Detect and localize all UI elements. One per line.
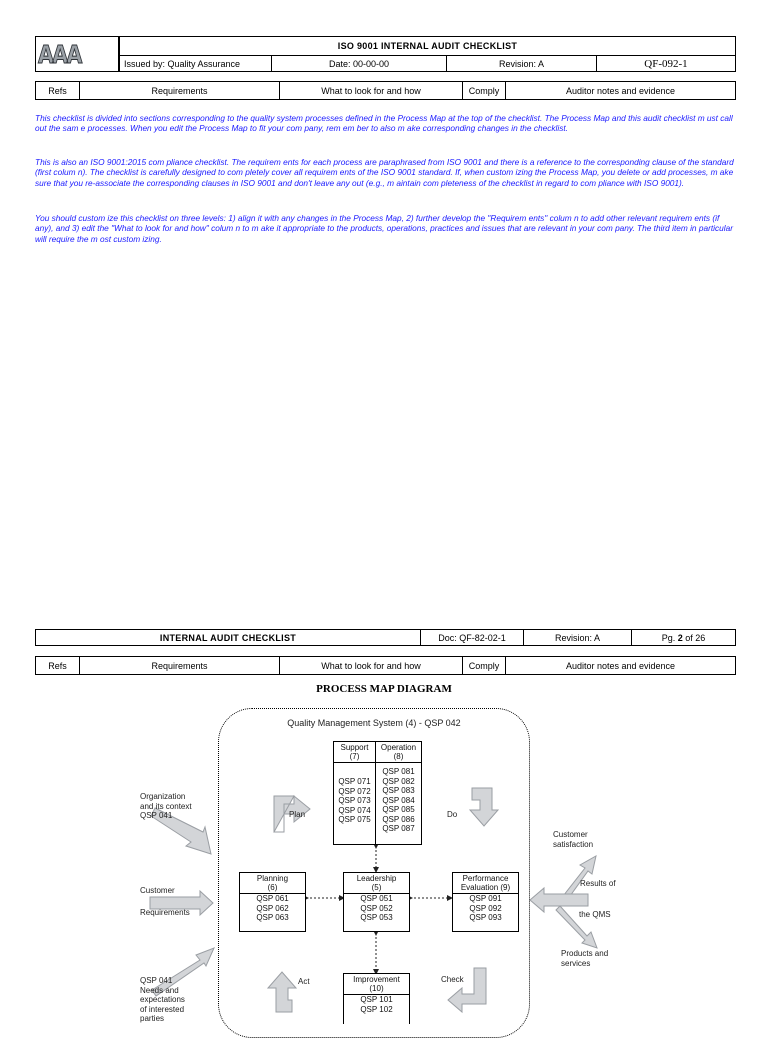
col-refs: Refs [36, 82, 80, 100]
intro-paragraph-2: This is also an ISO 9001:2015 com pliance checklist. The requirem ents for each process are paraphrased from ISO 9001 and there is a reference to the corresponding clause of the standard (first colum n). The checklist is carefully designed to com pletely cover all requirem ents of the ISO 9001 standard. If, when custom izing the Process Map, you delete or add processes, m ake sure that you re-associate the corresponding clauses in ISO 9001 and don't leave any out (e.g., m aintain com pleteness of the checklist in regard to com pliance with ISO 9001). [35, 157, 734, 188]
page-header [35, 629, 736, 646]
col-what-to-look-for-2: What to look for and how [280, 657, 463, 675]
input-customer: Customer [140, 886, 175, 895]
check-label: Check [441, 975, 464, 984]
operation-item: QSP 086 [382, 814, 415, 824]
needs-line: of interested [140, 1004, 185, 1014]
col-requirements-2: Requirements [80, 657, 280, 675]
improvement-item: QSP 101 [360, 995, 393, 1004]
page-current: 2 [677, 632, 683, 643]
form-code: QF-092-1 [597, 56, 736, 72]
col-comply-2: Comply [463, 657, 506, 675]
page-number [632, 630, 736, 646]
col-auditor-notes-2: Auditor notes and evidence [506, 657, 736, 675]
input-requirements: Requirements [140, 908, 190, 917]
operation-item: QSP 081 [382, 767, 415, 776]
support-item: QSP 071 [338, 777, 371, 786]
column-header-row-2 [35, 656, 736, 675]
column-header-row-1 [35, 81, 736, 100]
leadership-item: QSP 053 [360, 913, 393, 922]
operation-title: Operation [380, 743, 417, 752]
improvement-title: Improvement [353, 975, 400, 984]
improvement-num: (10) [369, 984, 384, 993]
logo-text: AAA [38, 40, 81, 69]
org-context-line: QSP 041 [140, 811, 173, 820]
needs-line: expectations [140, 995, 185, 1004]
performance-item: QSP 091 [469, 894, 502, 903]
support-item: QSP 074 [338, 805, 371, 815]
planning-item: QSP 061 [256, 894, 289, 903]
performance-item: QSP 093 [469, 913, 502, 922]
leadership-item: QSP 051 [360, 894, 393, 903]
intro-paragraph-3: You should custom ize this checklist on three levels: 1) align it with any changes in the Process Map, 2) further develop the "Requirem ents" colum n to add other relevant requirem ents (if any), and 3) edit the "What to look for and how" colum n to m ake it appropriate to the products, operations, practices and issues that are relevant in your com pany. The third item in particular will require the m ost custom izing. [35, 213, 733, 244]
improvement-item: QSP 102 [360, 1004, 393, 1014]
needs-line: parties [140, 1014, 165, 1023]
support-item: QSP 073 [338, 796, 371, 805]
satisfaction-line: Customer [553, 830, 588, 839]
products-line: Products and [561, 949, 609, 958]
planning-item: QSP 062 [256, 903, 289, 913]
process-map-title: PROCESS MAP DIAGRAM [316, 683, 452, 695]
document-header [119, 36, 736, 72]
qms-label: Quality Management System (4) - QSP 042 [287, 718, 461, 728]
page-revision: Revision: A [524, 630, 632, 646]
org-context-line: Organization [140, 792, 186, 801]
do-arrow [470, 788, 498, 826]
page-prefix: Pg. [661, 632, 678, 643]
performance-title: Performance [462, 874, 509, 883]
products-line: services [561, 958, 591, 968]
improvement-box [343, 973, 410, 1024]
support-box [333, 741, 376, 845]
leadership-num: (5) [371, 883, 382, 892]
document-revision: Revision: A [447, 56, 597, 72]
output-satisfaction [553, 830, 593, 849]
support-item: QSP 072 [338, 786, 371, 796]
needs-line: QSP 041 [140, 976, 173, 985]
do-label: Do [447, 810, 458, 819]
col-what-to-look-for: What to look for and how [280, 82, 463, 100]
col-auditor-notes: Auditor notes and evidence [506, 82, 736, 100]
performance-title-2: Evaluation (9) [460, 883, 511, 892]
operation-item: QSP 083 [382, 786, 415, 795]
operation-item: QSP 084 [382, 795, 415, 805]
page-title: INTERNAL AUDIT CHECKLIST [36, 630, 421, 646]
issued-by: Issued by: Quality Assurance [120, 56, 272, 72]
needs-line: Needs and [140, 985, 179, 995]
performance-box [452, 872, 519, 932]
support-item: QSP 075 [338, 815, 371, 824]
output-qms: the QMS [579, 910, 611, 919]
act-label: Act [298, 977, 310, 986]
operation-item: QSP 085 [382, 805, 415, 814]
intro-paragraph-1: This checklist is divided into sections corresponding to the quality system processes defined in the Process Map at the top of the checklist. The Process Map and this audit checklist m ust call out the sam e processes. When you edit the Process Map to fit your com pany, rem em ber to also m ake corresponding changes in the checklist. [35, 113, 733, 134]
support-title: Support [340, 743, 369, 752]
document-date: Date: 00-00-00 [272, 56, 447, 72]
input-needs [140, 976, 185, 1024]
page-suffix: of 26 [682, 632, 706, 643]
doc-number: Doc: QF-82-02-1 [421, 630, 524, 646]
document-title: ISO 9001 INTERNAL AUDIT CHECKLIST [120, 37, 736, 56]
leadership-box [343, 872, 410, 932]
operation-item: QSP 087 [382, 824, 415, 833]
performance-item: QSP 092 [469, 903, 502, 913]
operation-item: QSP 082 [382, 776, 415, 786]
output-products [561, 949, 608, 968]
operation-box [375, 741, 422, 845]
leadership-title: Leadership [356, 874, 397, 883]
input-org-context [140, 792, 192, 821]
act-arrow [268, 972, 296, 1012]
org-context-line: and its context [140, 801, 192, 811]
company-logo [35, 36, 119, 72]
planning-item: QSP 063 [256, 913, 289, 922]
plan-label: Plan [289, 810, 306, 819]
planning-box [239, 872, 306, 932]
satisfaction-line: satisfaction [553, 839, 594, 849]
col-comply: Comply [463, 82, 506, 100]
leadership-item: QSP 052 [360, 903, 393, 913]
col-requirements: Requirements [80, 82, 280, 100]
planning-num: (6) [267, 883, 278, 892]
support-num: (7) [349, 752, 360, 761]
col-refs-2: Refs [36, 657, 80, 675]
operation-num: (8) [393, 752, 404, 761]
output-results: Results of [580, 879, 616, 888]
planning-title: Planning [256, 874, 289, 883]
